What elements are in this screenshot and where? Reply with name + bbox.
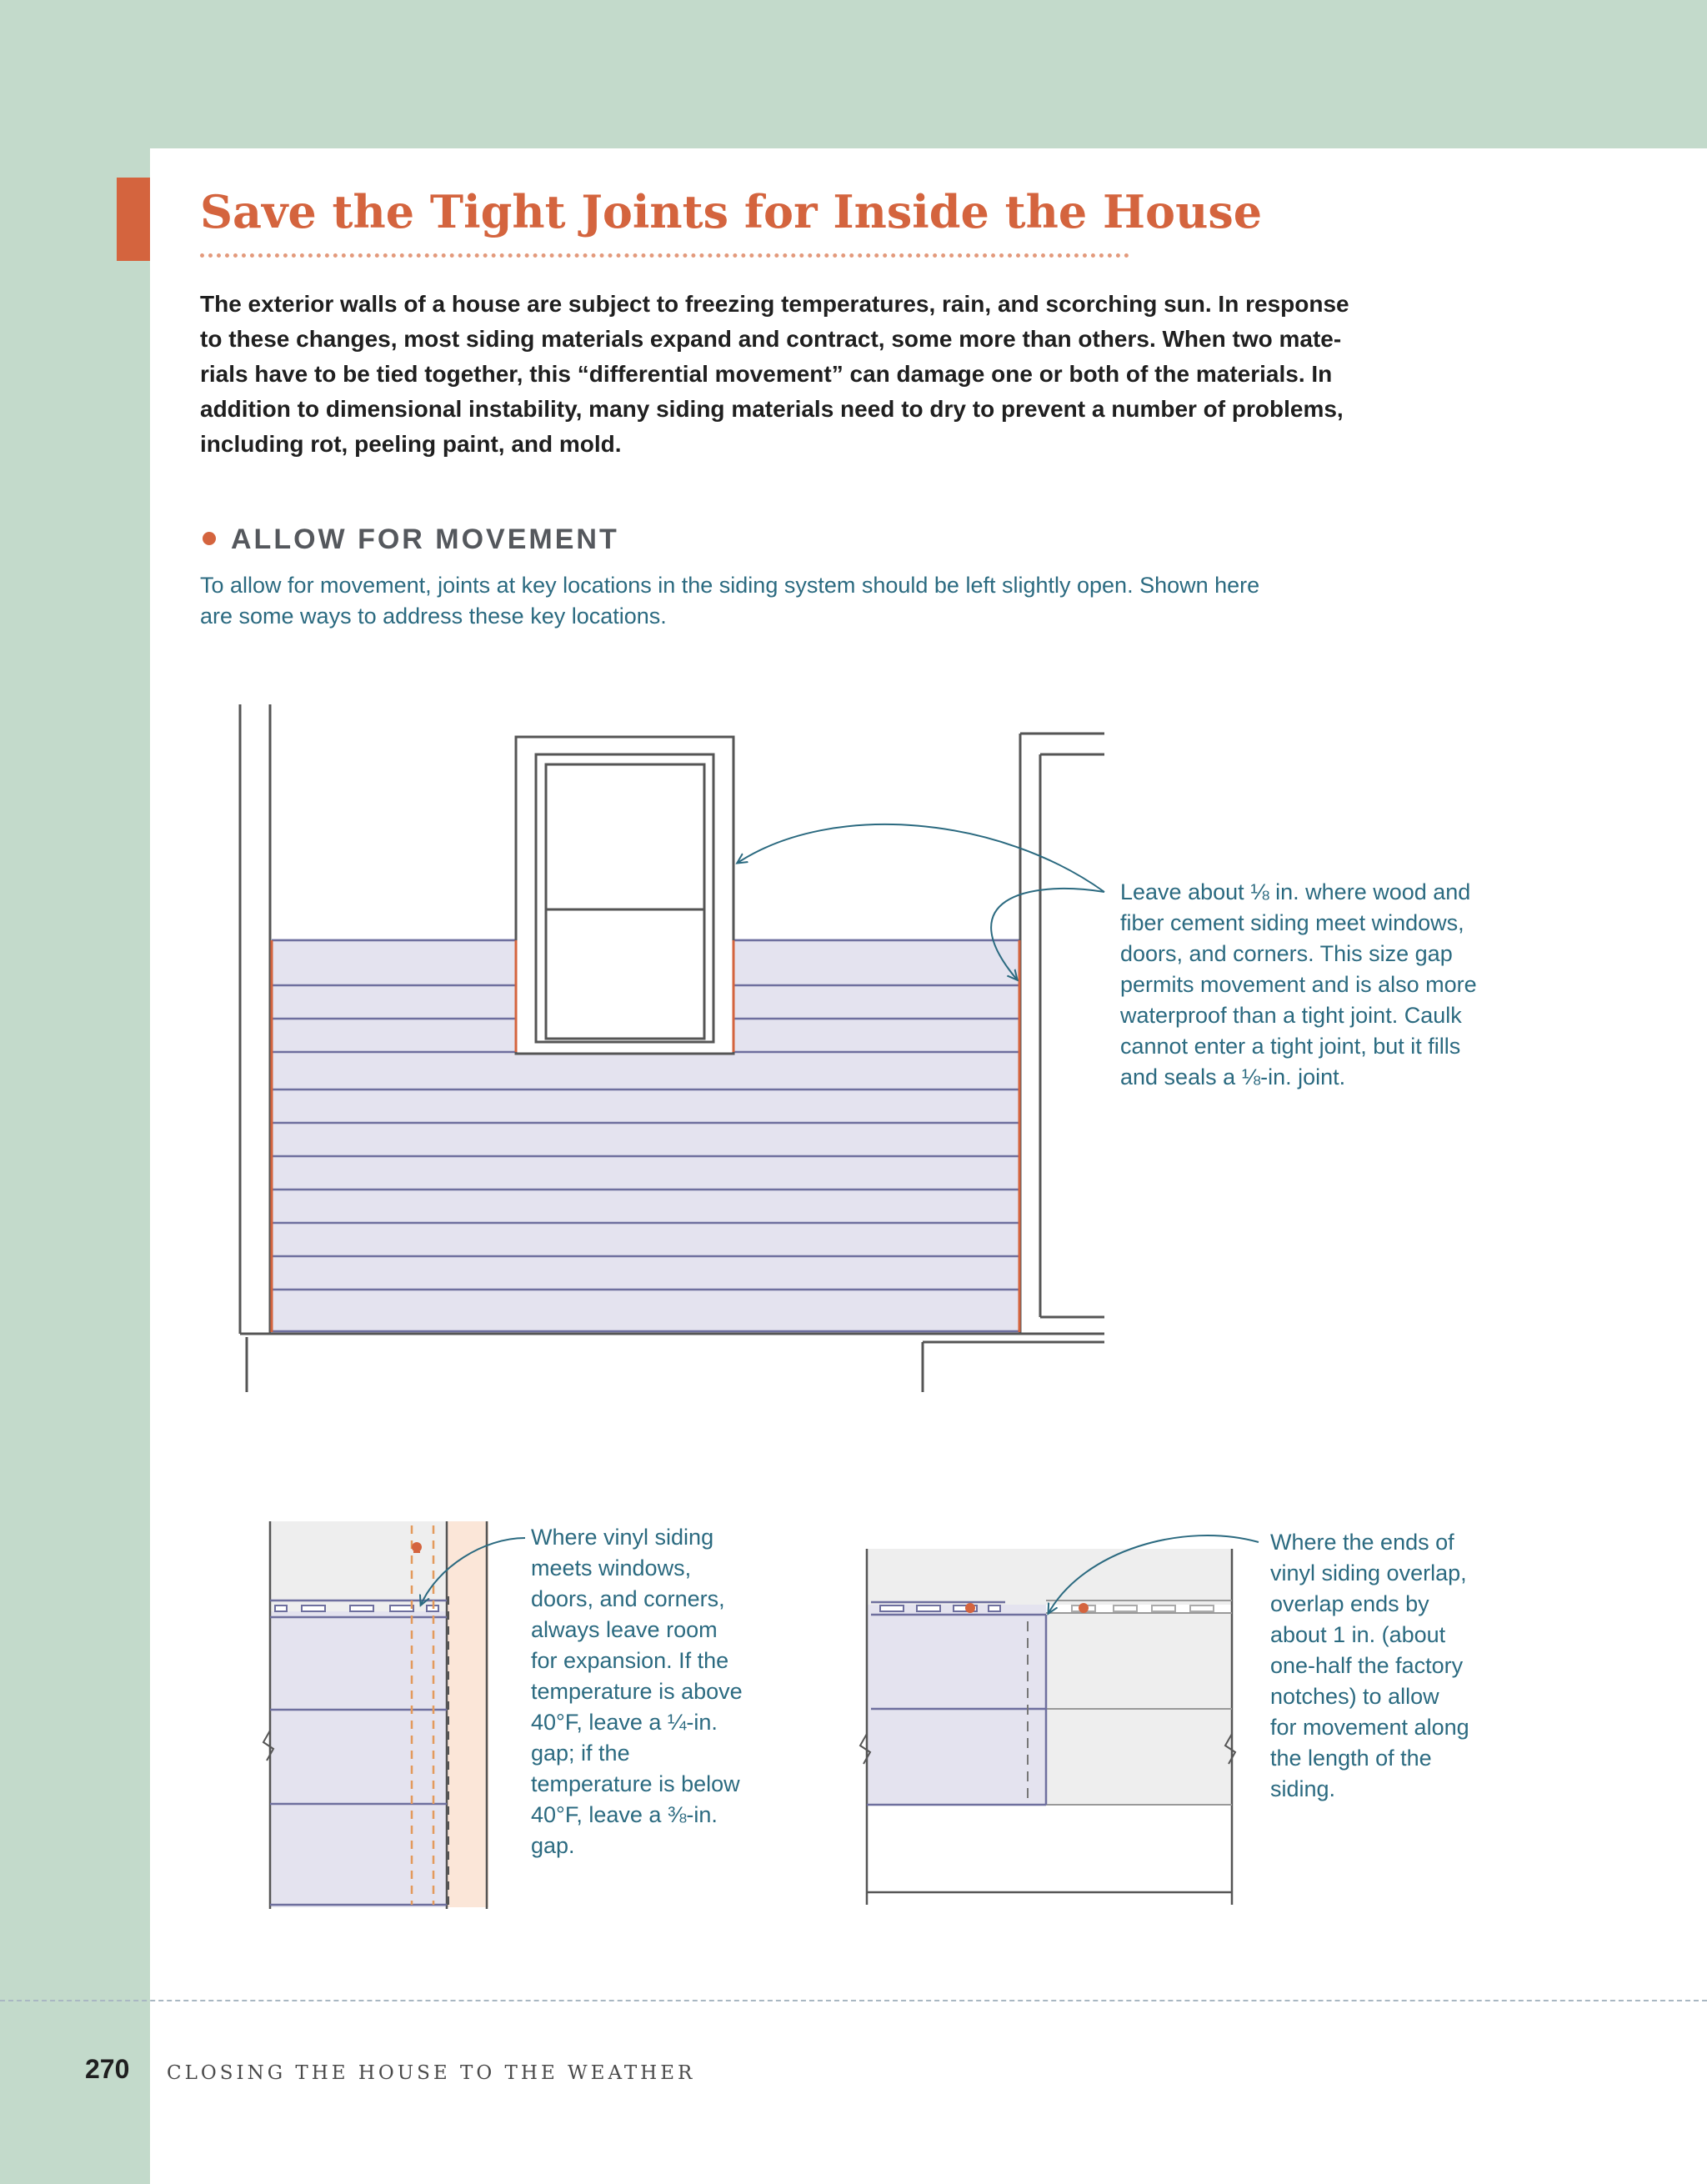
intro-paragraph: The exterior walls of a house are subject to freezing temperatures, rain, and scorching sun. In response to these changes, most siding materials expand and contract, some more than others. When two mate-rials have to be tied together, this “differential movement” can damage one or both of the materials. In addition to dimensional instability, many siding materials need to dry to prevent a number of problems, including rot, peeling paint, and mold. [200,291,1349,457]
caption-vinyl-trim-gap: Where vinyl siding meets windows, doors, and corners, always leave room for expansion. If the temperature is above 40°F, leave a ¼-in. gap; if the temperature is below 40°F, leave a ⅜-in. gap. [531,1525,743,1858]
footer-dashed-rule [0,2000,1707,2001]
page-number: 270 [85,2054,130,2084]
vinyl-trim-gap-illustration [263,1521,525,1909]
running-head: CLOSING THE HOUSE TO THE WEATHER [167,2062,696,2084]
window-unit [516,737,733,1054]
section-heading-text: ALLOW FOR MOVEMENT [231,523,619,555]
caption-wood-fiber-gap: Leave about ⅛ in. where wood and fiber cement siding meet windows, doors, and corners. This size gap permits movement and is also more waterproof than a tight joint. Caulk cannot enter a tight joint, but it fills and seals a ⅛-in. joint. [1120,879,1477,1089]
caption-vinyl-overlap: Where the ends of vinyl siding overlap, overlap ends by about 1 in. (about one-half the factory notches) to allow for movement along the length of the siding. [1270,1530,1469,1801]
page-title: Save the Tight Joints for Inside the House [200,185,1263,238]
wall-elevation-illustration [240,704,1104,1392]
vinyl-overlap-illustration [860,1535,1259,1905]
section-subtext: To allow for movement, joints at key locations in the siding system should be left slightly open. Shown here are some ways to address these key locations. [200,573,1260,629]
